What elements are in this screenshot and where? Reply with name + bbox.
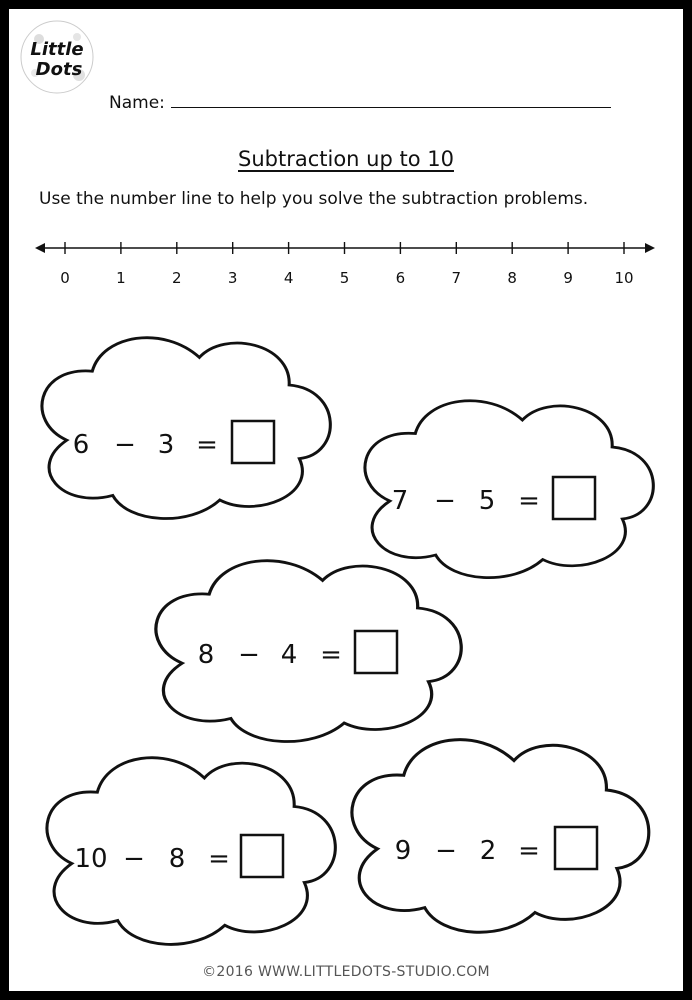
problem-5-eq: =	[518, 836, 540, 866]
number-line-label: 10	[614, 269, 634, 287]
number-line-label: 5	[339, 269, 350, 287]
logo-text-line1: Little	[30, 39, 84, 60]
problem-5-op: −	[435, 836, 457, 866]
problem-1-a: 6	[72, 430, 90, 460]
page-title: Subtraction up to 10	[238, 147, 454, 171]
answer-box-1[interactable]	[232, 421, 274, 463]
number-line-label: 4	[283, 269, 294, 287]
copyright-footer: ©2016 WWW.LITTLEDOTS-STUDIO.COM	[202, 964, 490, 980]
problem-1-b: 3	[157, 430, 175, 460]
problem-clouds	[9, 9, 683, 991]
problem-4-b: 8	[168, 844, 186, 874]
answer-box-4[interactable]	[241, 835, 283, 877]
number-line-label: 7	[451, 269, 462, 287]
name-label: Name:	[109, 93, 165, 113]
problem-cloud-1	[42, 338, 330, 519]
number-line-label: 2	[172, 269, 182, 287]
problem-3-eq: =	[320, 640, 342, 670]
problem-1-op: −	[114, 430, 136, 460]
number-line-label: 3	[227, 269, 238, 287]
number-line-label: 6	[395, 269, 406, 287]
problem-4-eq: =	[208, 844, 230, 874]
number-line-label: 9	[563, 269, 573, 287]
problem-5-a: 9	[394, 836, 412, 866]
problem-3-op: −	[238, 640, 260, 670]
answer-box-3[interactable]	[355, 631, 397, 673]
logo-text-line2: Dots	[35, 59, 83, 80]
problem-2-op: −	[434, 486, 456, 516]
number-line-label: 8	[507, 269, 517, 287]
answer-box-2[interactable]	[553, 477, 595, 519]
problem-2-eq: =	[518, 486, 540, 516]
problem-5-b: 2	[479, 836, 497, 866]
instructions: Use the number line to help you solve the subtraction problems.	[39, 189, 589, 209]
number-line-label: 0	[60, 269, 70, 287]
problem-3-b: 4	[280, 640, 298, 670]
problem-4-op: −	[123, 844, 145, 874]
problem-1-eq: =	[196, 430, 218, 460]
number-line-label: 1	[116, 269, 126, 287]
worksheet-page	[9, 9, 683, 991]
problem-3-a: 8	[197, 640, 215, 670]
problem-2-b: 5	[478, 486, 496, 516]
problem-2-a: 7	[391, 486, 409, 516]
answer-box-5[interactable]	[555, 827, 597, 869]
problem-4-a: 10	[74, 844, 108, 874]
